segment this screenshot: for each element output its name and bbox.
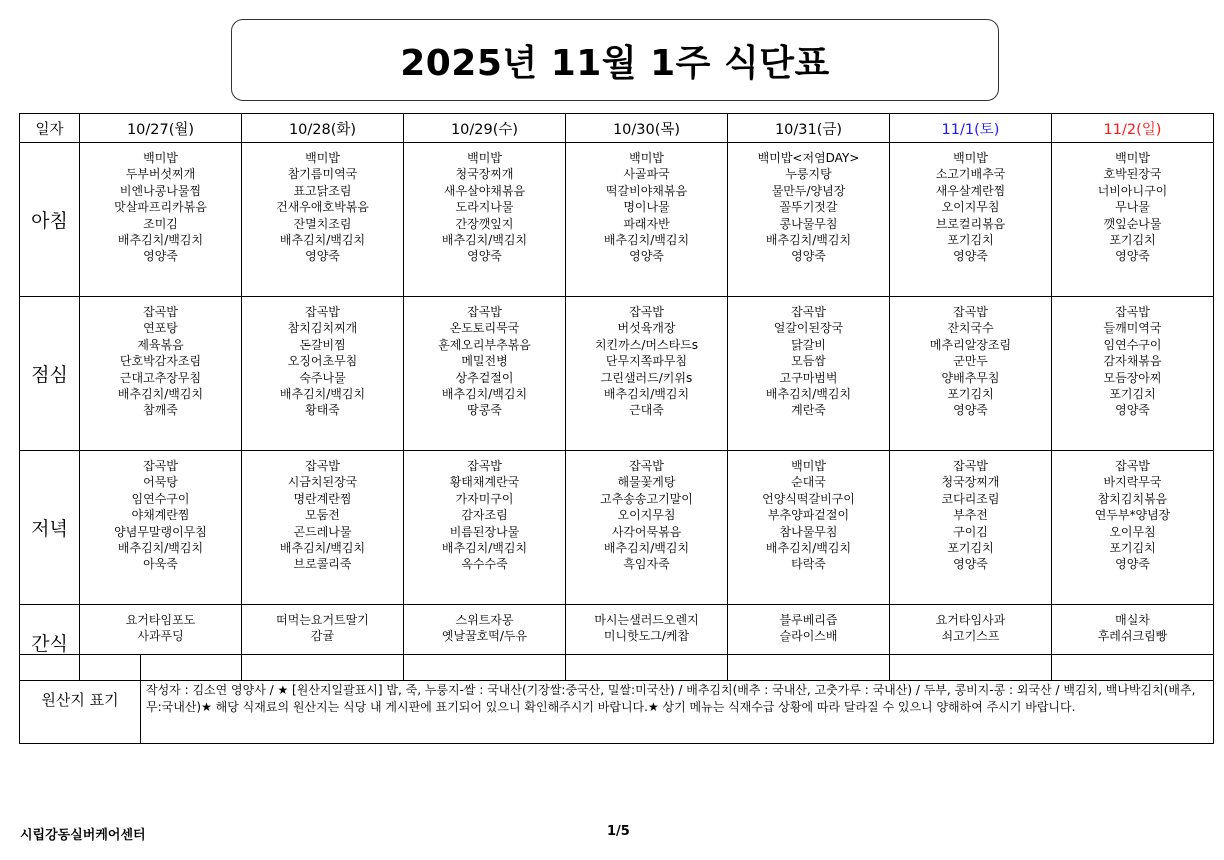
day-header: 10/27(월) (80, 114, 242, 143)
day-header: 10/28(화) (242, 114, 404, 143)
menu-item: 깻잎순나물 (1103, 216, 1162, 231)
menu-item: 새우살계란찜 (935, 183, 1006, 198)
menu-cell (404, 451, 566, 605)
menu-item: 잔치국수 (947, 321, 994, 336)
menu-item: 황태죽 (305, 403, 340, 418)
menu-item: 구이김 (953, 524, 988, 539)
page-title: 2025년 11월 1주 식단표 (400, 42, 830, 84)
menu-item: 명란계란찜 (293, 491, 352, 506)
menu-item: 감자채볶음 (1103, 354, 1162, 369)
menu-cell (890, 451, 1052, 605)
menu-item: 스위트자몽 (455, 613, 514, 627)
menu-item: 양념무말랭이무침 (114, 524, 207, 539)
menu-item: 백미밥<저염DAY> (757, 151, 860, 165)
menu-item: 배추김치/백김치 (765, 387, 852, 402)
menu-item: 잡곡밥 (143, 459, 178, 473)
menu-item: 배추김치/백김치 (765, 541, 852, 556)
menu-item: 상추겉절이 (455, 370, 514, 385)
menu-item: 곤드레나물 (293, 524, 352, 539)
menu-item: 포기김치 (947, 541, 994, 556)
menu-item: 감자조림 (461, 508, 508, 523)
menu-item: 군만두 (953, 354, 988, 369)
day-header: 10/31(금) (728, 114, 890, 143)
menu-cell (80, 451, 242, 605)
menu-item: 영양죽 (305, 249, 340, 264)
menu-item: 조미김 (143, 216, 178, 231)
menu-item: 참기름미역국 (287, 167, 358, 182)
menu-item: 참치김치찌개 (287, 321, 358, 336)
menu-item: 영양죽 (953, 557, 988, 572)
title-box (231, 19, 999, 101)
menu-cell (728, 297, 890, 451)
menu-item: 돈갈비찜 (299, 337, 346, 352)
menu-item: 단호박감자조림 (119, 354, 202, 369)
menu-cell (80, 143, 242, 297)
menu-item: 포기김치 (947, 387, 994, 402)
menu-item: 파래자반 (623, 216, 670, 231)
menu-item: 근대고추장무침 (119, 370, 202, 385)
menu-item: 비엔나콩나물찜 (119, 183, 202, 198)
menu-item: 블루베리즙 (779, 613, 838, 627)
menu-cell (80, 297, 242, 451)
menu-item: 백미밥 (629, 151, 664, 165)
menu-item: 치킨까스/머스타드s (594, 337, 699, 352)
menu-item: 옛날꿀호떡/두유 (441, 629, 528, 644)
menu-item: 모둠전 (305, 508, 340, 523)
menu-item: 잡곡밥 (467, 459, 502, 473)
menu-item: 백미밥 (305, 151, 340, 165)
menu-item: 버섯육개장 (617, 321, 676, 336)
menu-item: 매실차 (1115, 613, 1150, 627)
menu-item: 두부버섯찌개 (125, 167, 196, 182)
menu-cell (1052, 451, 1214, 605)
menu-item: 백미밥 (953, 151, 988, 165)
menu-item: 단무지쪽파무침 (605, 354, 688, 369)
menu-cell (404, 143, 566, 297)
meal-row (20, 451, 1214, 605)
menu-item: 잡곡밥 (953, 305, 988, 319)
menu-item: 사각어묵볶음 (611, 524, 682, 539)
menu-item: 잡곡밥 (1115, 305, 1150, 319)
menu-item: 백미밥 (143, 151, 178, 165)
menu-cell (242, 451, 404, 605)
menu-item: 고추송송고기말이 (600, 491, 693, 506)
menu-item: 영양죽 (953, 249, 988, 264)
menu-item: 백미밥 (791, 459, 826, 473)
date-header-row (20, 114, 1214, 143)
menu-item: 어묵탕 (143, 475, 178, 490)
menu-item: 후레쉬크림빵 (1097, 629, 1168, 644)
menu-item: 영양죽 (629, 249, 664, 264)
menu-item: 숙주나물 (299, 370, 346, 385)
menu-item: 백미밥 (467, 151, 502, 165)
menu-item: 시금치된장국 (287, 475, 358, 490)
menu-item: 배추김치/백김치 (603, 387, 690, 402)
date-header-label: 일자 (20, 114, 80, 143)
menu-item: 슬라이스배 (779, 629, 838, 644)
menu-item: 포기김치 (1109, 387, 1156, 402)
menu-item: 배추김치/백김치 (603, 233, 690, 248)
menu-item: 호박된장국 (1103, 167, 1162, 182)
menu-table (19, 113, 1214, 681)
menu-item: 마시는샐러드오렌지 (594, 613, 699, 627)
menu-item: 간장깻잎지 (455, 216, 514, 231)
menu-item: 땅콩죽 (467, 403, 502, 418)
meal-label: 간식 (20, 605, 80, 681)
menu-item: 떡갈비야채볶음 (605, 183, 688, 198)
menu-item: 포기김치 (1109, 233, 1156, 248)
origin-text: 작성자 : 김소연 영양사 / ★ [원산지일괄표시] 밥, 죽, 누룽지-쌀 : 국내산(기장쌀:중국산, 밀쌀:미국산) / 배추김치(배추 : 국내산, 고춧가루 : 국내산) / 두부, 콩비지-콩 : 외국산 / 백김치, 백나박김치(배추, 무:국내산)★ 해당 식재료의 원산지는 식당 내 게시판에 표기되어 있으니 확인해주시기 바랍니다.★ 상기 메뉴는 식재수급 상황에 따라 달라질 수 있으니 양해하여 주시기 바랍니다. (141, 655, 1214, 744)
menu-item: 양배추무침 (941, 370, 1000, 385)
menu-item: 옥수수죽 (461, 557, 508, 572)
menu-item: 야채계란찜 (131, 508, 190, 523)
menu-item: 영양죽 (953, 403, 988, 418)
menu-item: 잡곡밥 (1115, 459, 1150, 473)
menu-item: 잡곡밥 (629, 459, 664, 473)
menu-item: 잡곡밥 (305, 305, 340, 319)
menu-item: 임연수구이 (1103, 337, 1162, 352)
menu-item: 그린샐러드/키위s (600, 370, 693, 385)
menu-item: 배추김치/백김치 (441, 387, 528, 402)
menu-item: 부추양파겉절이 (767, 508, 850, 523)
footer-page-number: 1/5 (607, 824, 630, 839)
menu-item: 순대국 (791, 475, 826, 490)
menu-item: 닭갈비 (791, 337, 826, 352)
menu-item: 들깨미역국 (1103, 321, 1162, 336)
menu-item: 표고닭조림 (293, 183, 352, 198)
menu-item: 쇠고기스프 (941, 629, 1000, 644)
menu-item: 참나물무침 (779, 524, 838, 539)
menu-cell (890, 297, 1052, 451)
menu-item: 제육볶음 (137, 337, 184, 352)
menu-item: 브로콜리죽 (293, 557, 352, 572)
menu-item: 요거타임포도 (125, 613, 196, 627)
menu-item: 근대죽 (629, 403, 664, 418)
menu-cell (404, 297, 566, 451)
menu-item: 고구마범벅 (779, 370, 838, 385)
menu-cell (1052, 297, 1214, 451)
day-header: 11/2(일) (1052, 114, 1214, 143)
menu-item: 배추김치/백김치 (117, 233, 204, 248)
day-header: 10/30(목) (566, 114, 728, 143)
menu-item: 참깨죽 (143, 403, 178, 418)
menu-item: 오이지무침 (617, 508, 676, 523)
menu-item: 임연수구이 (131, 491, 190, 506)
menu-item: 맛살파프리카볶음 (114, 200, 207, 215)
menu-item: 배추김치/백김치 (603, 541, 690, 556)
menu-item: 포기김치 (1109, 541, 1156, 556)
menu-item: 잡곡밥 (791, 305, 826, 319)
menu-item: 소고기배추국 (935, 167, 1006, 182)
menu-item: 타락죽 (791, 557, 826, 572)
menu-item: 오이지무침 (941, 200, 1000, 215)
menu-item: 온도토리묵국 (449, 321, 520, 336)
menu-item: 잔멸치조림 (293, 216, 352, 231)
menu-item: 청국장찌개 (455, 167, 514, 182)
menu-item: 배추김치/백김치 (765, 233, 852, 248)
menu-item: 오징어초무침 (287, 354, 358, 369)
menu-item: 도라지나물 (455, 200, 514, 215)
menu-item: 영양죽 (791, 249, 826, 264)
menu-cell (242, 143, 404, 297)
origin-label: 원산지 표기 (20, 655, 141, 744)
menu-item: 배추김치/백김치 (279, 387, 366, 402)
menu-item: 건새우애호박볶음 (276, 200, 369, 215)
menu-item: 언양식떡갈비구이 (762, 491, 855, 506)
menu-item: 감귤 (310, 629, 335, 644)
menu-item: 메밀전병 (461, 354, 508, 369)
meal-rows (20, 143, 1214, 681)
menu-item: 사골파국 (623, 167, 670, 182)
menu-cell (890, 143, 1052, 297)
meal-label: 점심 (20, 297, 80, 451)
menu-item: 영양죽 (1115, 403, 1150, 418)
menu-item: 해물꽃게탕 (617, 475, 676, 490)
menu-item: 브로컬리볶음 (935, 216, 1006, 231)
menu-item: 참치김치볶음 (1097, 491, 1168, 506)
menu-item: 계란죽 (791, 403, 826, 418)
menu-item: 배추김치/백김치 (279, 233, 366, 248)
menu-item: 누룽지탕 (785, 167, 832, 182)
menu-cell (728, 451, 890, 605)
menu-cell (242, 297, 404, 451)
day-header: 10/29(수) (404, 114, 566, 143)
menu-item: 영양죽 (1115, 557, 1150, 572)
menu-item: 무나물 (1115, 200, 1150, 215)
menu-item: 가자미구이 (455, 491, 514, 506)
menu-item: 배추김치/백김치 (441, 541, 528, 556)
meal-label: 아침 (20, 143, 80, 297)
footer-organization: 시립강동실버케어센터 (20, 828, 146, 843)
menu-item: 흑임자죽 (623, 557, 670, 572)
menu-cell (566, 297, 728, 451)
meal-row (20, 143, 1214, 297)
menu-item: 연포탕 (143, 321, 178, 336)
menu-item: 새우살야채볶음 (443, 183, 526, 198)
menu-cell (566, 451, 728, 605)
menu-item: 영양죽 (1115, 249, 1150, 264)
day-header: 11/1(토) (890, 114, 1052, 143)
menu-cell (566, 143, 728, 297)
menu-item: 사과푸딩 (137, 629, 184, 644)
menu-item: 바지락무국 (1103, 475, 1162, 490)
menu-item: 배추김치/백김치 (117, 541, 204, 556)
origin-table (19, 654, 1214, 744)
menu-item: 모듬장아찌 (1103, 370, 1162, 385)
menu-item: 부추전 (953, 508, 988, 523)
menu-item: 꼴뚜기젓갈 (779, 200, 838, 215)
menu-cell (1052, 143, 1214, 297)
menu-item: 모듬쌈 (791, 354, 826, 369)
menu-item: 영양죽 (143, 249, 178, 264)
menu-item: 배추김치/백김치 (441, 233, 528, 248)
menu-item: 아욱죽 (143, 557, 178, 572)
menu-item: 얼갈이된장국 (773, 321, 844, 336)
menu-item: 배추김치/백김치 (117, 387, 204, 402)
meal-row (20, 297, 1214, 451)
menu-item: 황태채계란국 (449, 475, 520, 490)
menu-item: 연두부*양념장 (1094, 508, 1171, 523)
menu-item: 잡곡밥 (143, 305, 178, 319)
menu-item: 명이나물 (623, 200, 670, 215)
menu-item: 잡곡밥 (953, 459, 988, 473)
menu-item: 미니핫도그/케찹 (603, 629, 690, 644)
menu-item: 포기김치 (947, 233, 994, 248)
menu-item: 훈제오리부추볶음 (438, 337, 531, 352)
menu-item: 백미밥 (1115, 151, 1150, 165)
menu-item: 콩나물무침 (779, 216, 838, 231)
menu-item: 배추김치/백김치 (279, 541, 366, 556)
menu-item: 떠먹는요거트딸기 (276, 613, 369, 627)
meal-label: 저녁 (20, 451, 80, 605)
menu-item: 물만두/양념장 (771, 183, 846, 198)
menu-item: 잡곡밥 (305, 459, 340, 473)
menu-item: 비름된장나물 (449, 524, 520, 539)
menu-item: 코다리조림 (941, 491, 1000, 506)
menu-item: 잡곡밥 (467, 305, 502, 319)
menu-item: 청국장찌개 (941, 475, 1000, 490)
menu-item: 오이무침 (1109, 524, 1156, 539)
menu-item: 영양죽 (467, 249, 502, 264)
menu-item: 잡곡밥 (629, 305, 664, 319)
menu-cell (728, 143, 890, 297)
menu-item: 메추리알장조림 (929, 337, 1012, 352)
menu-item: 너비아니구이 (1097, 183, 1168, 198)
menu-item: 요거타임사과 (935, 613, 1006, 627)
